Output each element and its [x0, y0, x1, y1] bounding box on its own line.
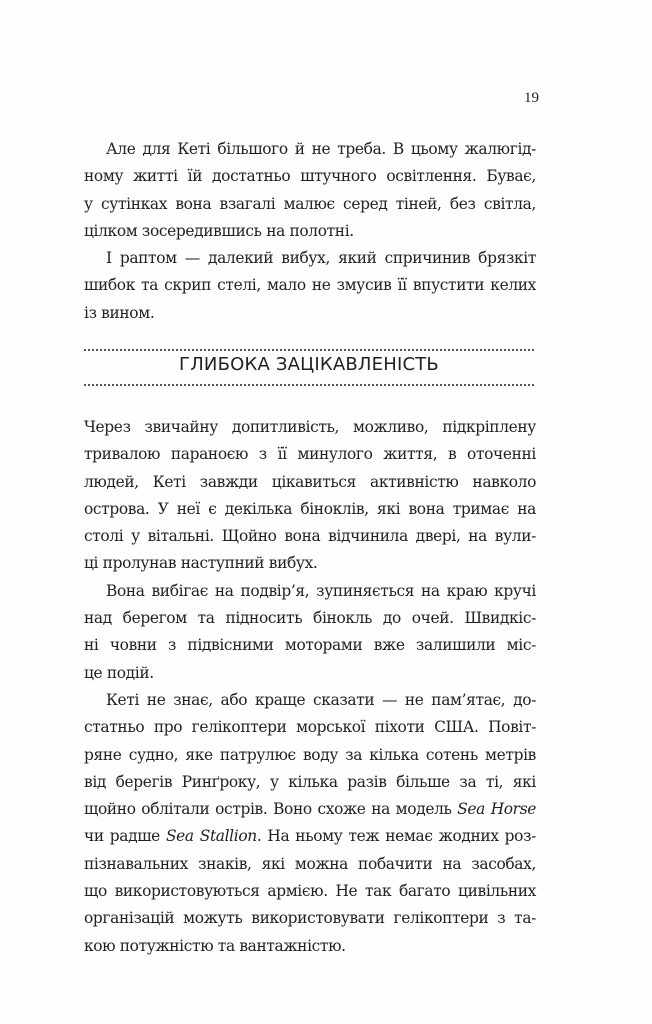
text-line: острова. У неї є декілька біноклів, які вона тримає на: [84, 499, 536, 518]
page-number: 19: [524, 90, 539, 106]
italic-model-name: Sea Horse: [457, 800, 536, 819]
dotted-rule-top: [84, 349, 534, 351]
text-line: І раптом — далекий вибух, який спричинив брязкіт: [106, 249, 536, 268]
text-line: столі у вітальні. Щойно вона відчинила двері, на вули-: [84, 527, 536, 546]
text-line: Через звичайну допитливість, можливо, підкріплену: [84, 418, 536, 436]
text-span: щойно облітали острів. Воно схоже на модель: [84, 800, 458, 819]
text-line: ні човни з підвісними моторами вже залишили міс-: [84, 636, 536, 655]
text-line: ному житті їй достатньо штучного освітлення. Буває,: [84, 167, 536, 186]
italic-model-name: Sea Stallion: [165, 827, 257, 846]
text-line: із вином.: [84, 303, 155, 322]
text-line: кою потужністю та вантажністю.: [84, 936, 346, 955]
section-heading: ГЛИБОКА ЗАЦІКАВЛЕНІСТЬ: [179, 354, 439, 375]
text-line: [84, 796, 536, 823]
text-line: ці пролунав наступний вибух.: [84, 554, 318, 573]
text-line: цілком зосередившись на полотні.: [84, 221, 354, 240]
text-line: пізнавальних знаків, які можна побачити на засобах,: [84, 854, 536, 873]
text-line: Кеті не знає, або краще сказати — не пам’ятає, до-: [106, 690, 536, 709]
text-line: від берегів Ринґроку, у кілька разів більше за ті, які: [84, 772, 536, 791]
text-line: статньо про гелікоптери морської піхоти США. Повіт-: [84, 718, 536, 737]
text-line: це подій.: [84, 663, 154, 682]
text-line: ряне судно, яке патрулює воду за кілька сотень метрів: [84, 745, 536, 764]
text-span: чи радше: [84, 827, 166, 846]
text-line: Вона вибігає на подвір’я, зупиняється на краю кручі: [106, 581, 536, 600]
text-line: над берегом та підносить бінокль до очей. Швидкіс-: [84, 609, 536, 628]
text-line: організацій можуть використовувати гелікоптери з та-: [84, 909, 536, 928]
text-line: у сутінках вона взагалі малює серед тіней, без світла,: [84, 194, 536, 213]
text-line: тривалою параноєю з її минулого життя, в оточенні: [84, 445, 536, 464]
text-line: шибок та скрип стелі, мало не змусив її впустити келих: [84, 276, 536, 295]
text-span: . На ньому теж немає жодних роз-: [256, 827, 536, 846]
paragraph-block-2: [84, 414, 536, 960]
paragraph-block-1: [84, 136, 536, 327]
text-line: що використовуються армією. Не так багато цивільних: [84, 882, 536, 901]
text-line: Але для Кеті більшого й не треба. В цьому жалюгід-: [106, 140, 536, 158]
dotted-rule-bottom: [84, 384, 534, 386]
text-line: [84, 823, 536, 850]
text-line: людей, Кеті завжди цікавиться активністю навколо: [84, 472, 536, 491]
